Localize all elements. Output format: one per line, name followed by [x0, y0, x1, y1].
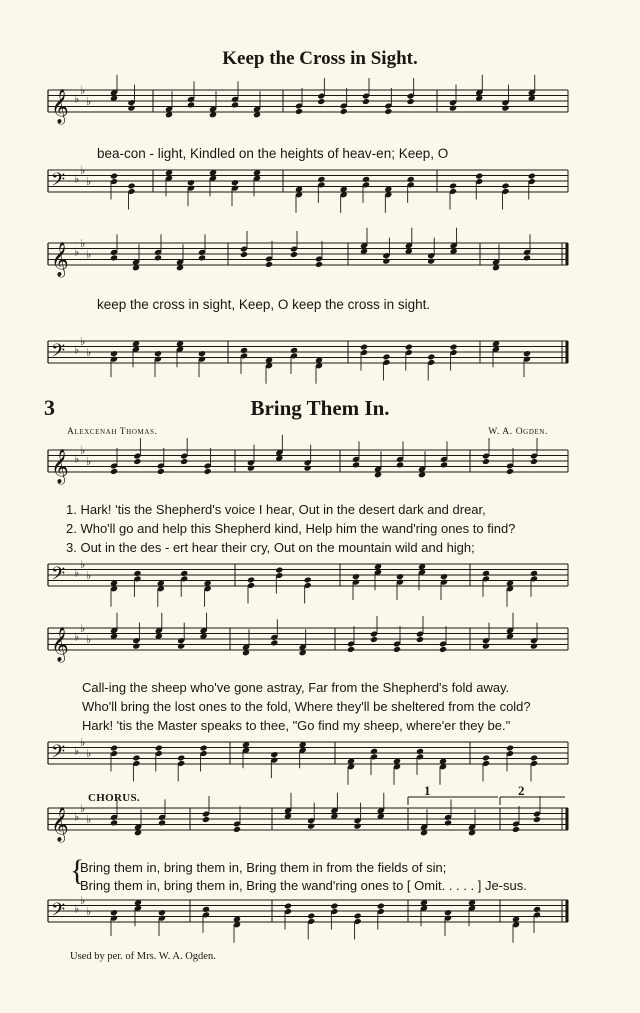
flat-icon: ♭	[80, 84, 86, 97]
notehead	[110, 173, 118, 180]
flat-icon: ♭	[86, 248, 92, 261]
notehead	[315, 261, 323, 268]
notehead	[317, 98, 325, 105]
notehead	[198, 254, 206, 261]
verse-a-line-1: 1. Hark! 'tis the Shepherd's voice I hear, Out in the desert dark and drear,	[66, 502, 486, 517]
notehead	[290, 251, 298, 258]
notehead	[200, 745, 208, 752]
notehead	[187, 179, 195, 186]
hymn1-lyrics-line1: bea-con - light, Kindled on the heights of heav-en; Keep, O	[97, 146, 449, 161]
bass-clef-icon: 𝄢	[51, 564, 66, 589]
notehead	[204, 468, 212, 475]
notehead	[382, 353, 390, 360]
notehead	[370, 636, 378, 643]
flat-icon: ♭	[80, 237, 86, 250]
notehead	[247, 576, 255, 583]
notehead	[370, 748, 378, 755]
notehead	[528, 173, 536, 180]
notehead	[154, 254, 162, 261]
notehead	[444, 909, 452, 916]
notehead	[180, 570, 188, 577]
notehead	[416, 636, 424, 643]
music-credit: W. A. Ogden.	[488, 427, 548, 437]
notehead	[317, 176, 325, 183]
notehead	[132, 754, 140, 761]
flat-icon: ♭	[80, 736, 86, 749]
verse-a-line-2: 2. Who'll go and help this Shepherd kind, Help him the wand'ring ones to find?	[66, 521, 516, 536]
notehead	[501, 182, 509, 189]
bass-clef-icon: 𝄢	[51, 900, 66, 925]
notehead	[482, 458, 490, 465]
notehead	[396, 573, 404, 580]
flat-icon: ♭	[74, 630, 80, 644]
flat-icon: ♭	[86, 455, 92, 468]
notehead	[307, 912, 315, 919]
flat-icon: ♭	[86, 633, 92, 646]
notehead	[198, 350, 206, 357]
notehead	[475, 173, 483, 180]
notehead	[340, 108, 348, 115]
notehead	[158, 909, 166, 916]
notehead	[530, 754, 538, 761]
notehead	[265, 261, 273, 268]
notehead	[284, 903, 292, 910]
notehead	[110, 254, 118, 261]
notehead	[240, 347, 248, 354]
notehead	[187, 101, 195, 108]
notehead	[133, 570, 141, 577]
flat-icon: ♭	[74, 343, 80, 357]
ending-1-label: 1	[424, 783, 431, 798]
flat-icon: ♭	[86, 569, 92, 582]
notehead	[177, 643, 185, 650]
flat-icon: ♭	[74, 810, 80, 824]
notehead	[202, 816, 210, 823]
notehead	[352, 573, 360, 580]
notehead	[127, 182, 135, 189]
verse-b-line-3: Hark! 'tis the Master speaks to thee, "Go find my sheep, where'er they be."	[82, 718, 511, 733]
notehead	[450, 344, 458, 351]
flat-icon: ♭	[74, 245, 80, 259]
flat-icon: ♭	[74, 566, 80, 580]
bass-clef-icon: 𝄢	[51, 170, 66, 195]
notehead	[384, 108, 392, 115]
notehead	[530, 458, 538, 465]
verse-b-line-1: Call-ing the sheep who've gone astray, Far from the Shepherd's fold away.	[82, 680, 510, 695]
notehead	[523, 350, 531, 357]
notehead	[231, 101, 239, 108]
flat-icon: ♭	[74, 172, 80, 186]
notehead	[449, 105, 457, 112]
treble-clef-icon: 𝄞	[51, 449, 69, 484]
notehead	[154, 350, 162, 357]
notehead	[377, 903, 385, 910]
notehead	[202, 906, 210, 913]
chorus-line-2: Bring them in, bring them in, Bring the wand'ring ones to [ Omit. . . . . ] Je-sus.	[80, 878, 527, 893]
flat-icon: ♭	[86, 813, 92, 826]
treble-clef-icon: 𝄞	[51, 242, 69, 277]
hymn1-lyrics-line2: keep the cross in sight, Keep, O keep the cross in sight.	[97, 297, 431, 312]
notehead	[362, 98, 370, 105]
notehead	[155, 745, 163, 752]
notehead	[110, 745, 118, 752]
notehead	[347, 646, 355, 653]
flat-icon: ♭	[80, 802, 86, 815]
notehead	[110, 819, 118, 826]
flat-icon: ♭	[86, 747, 92, 760]
hymn1-title: Keep the Cross in Sight.	[222, 48, 418, 69]
notehead	[530, 570, 538, 577]
notehead	[132, 643, 140, 650]
words-credit: Alexcenah Thomas.	[67, 427, 158, 437]
notehead	[270, 639, 278, 646]
notehead	[482, 570, 490, 577]
ending-2-label: 2	[518, 783, 525, 798]
notehead	[330, 903, 338, 910]
notehead	[523, 254, 531, 261]
flat-icon: ♭	[80, 444, 86, 457]
notehead	[533, 906, 541, 913]
notehead	[158, 819, 166, 826]
notehead	[501, 105, 509, 112]
hymn2-title: Bring Them In.	[250, 396, 390, 420]
notehead	[157, 468, 165, 475]
flat-icon: ♭	[86, 95, 92, 108]
notehead	[512, 826, 520, 833]
notehead	[304, 576, 312, 583]
notehead	[407, 98, 415, 105]
notehead	[382, 258, 390, 265]
bass-clef-icon: 𝄢	[51, 341, 66, 366]
notehead	[440, 573, 448, 580]
notehead	[362, 176, 370, 183]
flat-icon: ♭	[80, 558, 86, 571]
flat-icon: ♭	[74, 744, 80, 758]
notehead	[307, 823, 315, 830]
flat-icon: ♭	[74, 92, 80, 106]
treble-clef-icon: 𝄞	[51, 627, 69, 662]
notehead	[110, 909, 118, 916]
notehead	[127, 105, 135, 112]
notehead	[439, 646, 447, 653]
notehead	[393, 646, 401, 653]
flat-icon: ♭	[86, 905, 92, 918]
notehead	[407, 176, 415, 183]
footer-credit: Used by per. of Mrs. W. A. Ogden.	[70, 951, 216, 962]
treble-clef-icon: 𝄞	[51, 807, 69, 842]
notehead	[180, 458, 188, 465]
verse-a-line-3: 3. Out in the des - ert hear their cry, Out on the mountain wild and high;	[66, 540, 475, 555]
flat-icon: ♭	[80, 622, 86, 635]
notehead	[275, 567, 283, 574]
verse-b-line-2: Who'll bring the lost ones to the fold, Where they'll be sheltered from the cold?	[82, 699, 531, 714]
notehead	[240, 251, 248, 258]
notehead	[449, 182, 457, 189]
notehead	[482, 643, 490, 650]
chorus-brace: {	[70, 854, 85, 887]
bass-clef-icon: 𝄢	[51, 742, 66, 767]
notehead	[110, 468, 118, 475]
notehead	[440, 461, 448, 468]
notehead	[506, 745, 514, 752]
notehead	[354, 823, 362, 830]
notehead	[133, 458, 141, 465]
notehead	[427, 258, 435, 265]
notehead	[177, 754, 185, 761]
notehead	[506, 468, 514, 475]
notehead	[427, 353, 435, 360]
notehead	[530, 643, 538, 650]
notehead	[290, 347, 298, 354]
flat-icon: ♭	[74, 452, 80, 466]
notehead	[444, 819, 452, 826]
flat-icon: ♭	[80, 164, 86, 177]
notehead	[270, 751, 278, 758]
notehead	[533, 816, 541, 823]
notehead	[360, 344, 368, 351]
notehead	[416, 748, 424, 755]
notehead	[231, 179, 239, 186]
notehead	[405, 344, 413, 351]
chorus-line-1: Bring them in, bring them in, Bring them in from the fields of sin;	[80, 860, 447, 875]
flat-icon: ♭	[80, 335, 86, 348]
notehead	[354, 912, 362, 919]
flat-icon: ♭	[86, 175, 92, 188]
notehead	[295, 108, 303, 115]
notehead	[247, 465, 255, 472]
hymn-number: 3	[44, 395, 55, 420]
chorus-label: CHORUS.	[88, 792, 140, 804]
treble-clef-icon: 𝄞	[51, 89, 69, 124]
notehead	[482, 754, 490, 761]
notehead	[304, 465, 312, 472]
flat-icon: ♭	[74, 902, 80, 916]
notehead	[233, 826, 241, 833]
flat-icon: ♭	[80, 894, 86, 907]
flat-icon: ♭	[86, 346, 92, 359]
notehead	[352, 461, 360, 468]
notehead	[396, 461, 404, 468]
notehead	[110, 350, 118, 357]
